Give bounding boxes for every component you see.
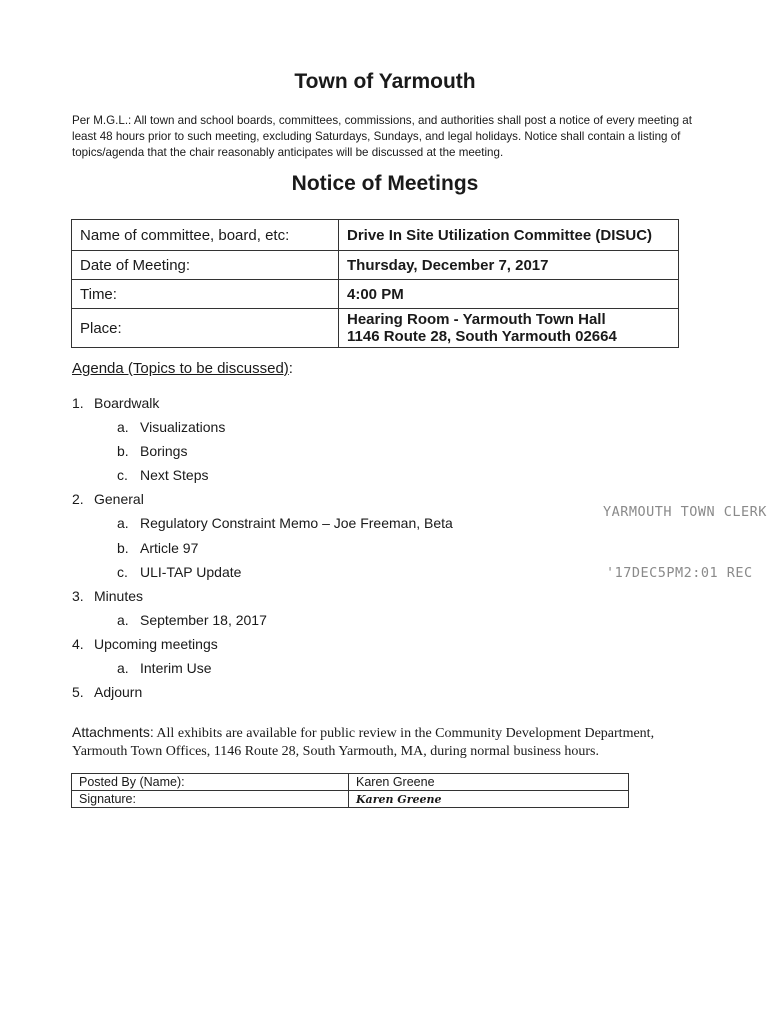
- place-value: [339, 309, 679, 348]
- date-label: Date of Meeting:: [72, 251, 339, 280]
- agenda-item: 2. General: [72, 491, 144, 507]
- date-value: Thursday, December 7, 2017: [339, 251, 679, 280]
- agenda-subitem: b. Article 97: [117, 540, 199, 556]
- posted-by-label: Posted By (Name):: [72, 774, 349, 791]
- table-row: [72, 220, 679, 251]
- agenda-item: 1. Boardwalk: [72, 395, 160, 411]
- place-line-1: Hearing Room - Yarmouth Town Hall: [347, 311, 606, 328]
- signature-value: [349, 791, 629, 808]
- table-row: [72, 774, 629, 791]
- agenda-item: 5. Adjourn: [72, 684, 143, 700]
- attachments-note: Attachments: All exhibits are available for public review in the Community Development Department, Yarmouth Town Offices, 1146 Route 28, South Yarmouth, MA, during normal business hours.: [72, 724, 655, 759]
- committee-value: Drive In Site Utilization Committee (DISUC): [339, 220, 679, 251]
- posted-by-value: Karen Greene: [349, 774, 629, 791]
- signature-label: Signature:: [72, 791, 349, 808]
- agenda-subitem: c. ULI-TAP Update: [117, 564, 242, 580]
- clerk-stamp-line-1: YARMOUTH TOWN CLERK: [603, 504, 767, 520]
- agenda-item: 4. Upcoming meetings: [72, 636, 218, 652]
- place-line-2: 1146 Route 28, South Yarmouth 02664: [347, 328, 617, 345]
- table-row: [72, 791, 629, 808]
- agenda-subitem: a. Interim Use: [117, 660, 212, 676]
- clerk-stamp-line-2: '17DEC5PM2:01 REC: [606, 565, 753, 581]
- signature: Karen Greene: [356, 793, 442, 806]
- agenda-subitem: b. Borings: [117, 443, 188, 459]
- agenda-heading: Agenda (Topics to be discussed):: [72, 360, 293, 377]
- agenda-subitem: c. Next Steps: [117, 467, 209, 483]
- time-value: 4:00 PM: [339, 280, 679, 309]
- posted-by-table: [71, 773, 629, 808]
- meeting-details-table: [71, 219, 679, 348]
- table-row: [72, 309, 679, 348]
- notice-subtitle: Notice of Meetings: [291, 172, 479, 195]
- page-title: Town of Yarmouth: [294, 70, 476, 93]
- agenda-subitem: a. September 18, 2017: [117, 612, 267, 628]
- time-label: Time:: [72, 280, 339, 309]
- table-row: [72, 280, 679, 309]
- committee-label: Name of committee, board, etc:: [72, 220, 339, 251]
- table-row: [72, 251, 679, 280]
- intro-paragraph: Per M.G.L.: All town and school boards, committees, commissions, and authorities shall post a notice of every meeting at least 48 hours prior to such meeting, excluding Saturdays, Sundays, and legal holidays. Notice shall contain a listing of topics/agenda that the chair reasonably anticipates will be discussed at the meeting.: [72, 114, 692, 159]
- agenda-item: 3. Minutes: [72, 588, 144, 604]
- agenda-subitem: a. Regulatory Constraint Memo – Joe Freeman, Beta: [117, 515, 453, 531]
- agenda-subitem: a. Visualizations: [117, 419, 226, 435]
- place-label: Place:: [72, 309, 339, 348]
